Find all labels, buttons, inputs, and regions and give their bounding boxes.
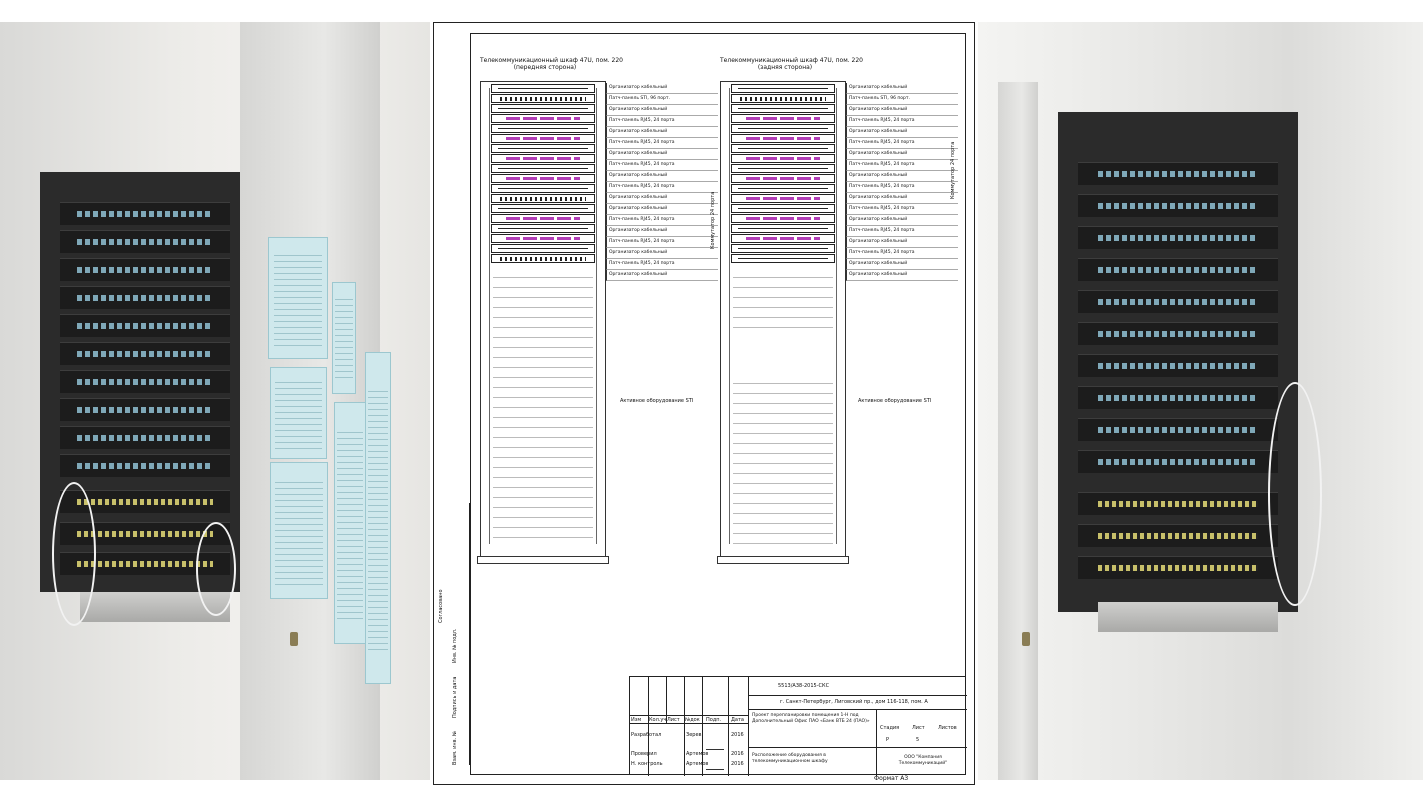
equipment-label: Организатор кабельный xyxy=(846,83,958,94)
equipment-label: Организатор кабельный xyxy=(606,204,718,215)
equipment-label: Патч-панель STI, 96 порт. xyxy=(606,94,718,105)
rack-equipment xyxy=(491,214,595,223)
rack-unit xyxy=(60,258,230,281)
equipment-label: Патч-панель RJ45, 24 порта xyxy=(846,182,958,193)
role-label: Разработал xyxy=(631,732,662,738)
equipment-label: Организатор кабельный xyxy=(606,127,718,138)
rack-unit xyxy=(60,202,230,225)
stage-header: Листов xyxy=(938,725,957,731)
sheet-format: Формат А3 xyxy=(874,775,909,782)
rack-equipment xyxy=(731,254,835,263)
stage-header: Стадия xyxy=(880,725,900,731)
col-header: №док xyxy=(685,717,700,723)
role-label: Н. контроль xyxy=(631,761,663,767)
equipment-label: Патч-панель RJ45, 24 порта xyxy=(606,237,718,248)
network-cable xyxy=(1268,382,1322,606)
title-block xyxy=(629,676,966,775)
rack-unit xyxy=(60,230,230,253)
role-name: Артемов xyxy=(686,761,709,767)
rack-title-right xyxy=(720,57,864,71)
network-cable xyxy=(196,522,236,616)
equipment-label: Организатор кабельный xyxy=(846,149,958,160)
signature xyxy=(706,739,724,750)
switch-unit xyxy=(1078,524,1278,547)
rack-equipment xyxy=(731,244,835,253)
rack-equipment xyxy=(491,244,595,253)
equipment-label: Организатор кабельный xyxy=(846,105,958,116)
rack-equipment xyxy=(731,84,835,93)
right-rack-photo xyxy=(978,22,1423,780)
strip-label: Взам. инв. № xyxy=(452,731,458,765)
wall-paper-sheet xyxy=(334,402,366,644)
wall-paper-sheet xyxy=(270,462,328,599)
rack-equipment xyxy=(491,154,595,163)
empty-rack-units xyxy=(493,268,593,544)
side-note-left: Коммутатор 24 порта xyxy=(710,191,716,249)
equipment-label: Патч-панель RJ45, 24 порта xyxy=(606,215,718,226)
rack-equipment xyxy=(731,184,835,193)
equipment-label: Патч-панель RJ45, 24 порта xyxy=(606,138,718,149)
equipment-label: Организатор кабельный xyxy=(846,127,958,138)
rack-equipment xyxy=(491,114,595,123)
rack-equipment xyxy=(491,254,595,263)
company-name: ООО "Компания Телекоммуникаций" xyxy=(898,755,948,766)
rack-unit xyxy=(60,426,230,449)
rack-left-labels xyxy=(606,83,718,281)
doc-code: 5513/А38-2015-СКС xyxy=(778,683,830,689)
equipment-label: Патч-панель RJ45, 24 порта xyxy=(606,259,718,270)
switch-unit xyxy=(1078,556,1278,579)
equipment-label: Патч-панель RJ45, 24 порта xyxy=(846,138,958,149)
cabinet-note-right: Активное оборудование STI xyxy=(858,398,932,404)
object-address: г. Санкт-Петербург, Лиговский пр., дом 116-118, пом. А xyxy=(780,699,928,705)
equipment-label: Патч-панель RJ45, 24 порта xyxy=(846,226,958,237)
stamp-line xyxy=(748,747,967,748)
equipment-label: Организатор кабельный xyxy=(846,270,958,281)
side-note-right: Коммутатор 24 порта xyxy=(950,141,956,199)
rack-equipment xyxy=(731,104,835,113)
rack-unit xyxy=(1078,322,1278,345)
rack-left xyxy=(480,81,606,559)
rack-unit xyxy=(1078,162,1278,185)
wall-paper-sheet xyxy=(270,367,327,459)
rack-unit xyxy=(60,314,230,337)
rack-equipment xyxy=(731,214,835,223)
drawing-left-strip xyxy=(434,503,470,765)
equipment-label: Организатор кабельный xyxy=(606,83,718,94)
rack-equipment xyxy=(731,224,835,233)
equipment-label: Организатор кабельный xyxy=(606,270,718,281)
role-date: 2016 xyxy=(731,732,744,738)
equipment-label: Патч-панель RJ45, 24 порта xyxy=(606,182,718,193)
rack-equipment xyxy=(491,84,595,93)
role-date: 2016 xyxy=(731,751,744,757)
rack-equipment xyxy=(491,194,595,203)
role-name: Зерев xyxy=(686,732,702,738)
rack-equipment xyxy=(731,94,835,103)
rack-unit xyxy=(1078,194,1278,217)
equipment-label: Организатор кабельный xyxy=(606,171,718,182)
rack-equipment xyxy=(491,164,595,173)
equipment-label: Патч-панель RJ45, 24 порта xyxy=(846,204,958,215)
stamp-line xyxy=(748,695,967,696)
wall-paper-sheet xyxy=(268,237,328,359)
equipment-label: Организатор кабельный xyxy=(606,248,718,259)
door-lock xyxy=(1022,632,1030,646)
stamp-line xyxy=(748,709,967,710)
wall-paper-sheet xyxy=(365,352,391,684)
rack-right xyxy=(720,81,846,559)
rack-unit xyxy=(1078,354,1278,377)
equipment-label: Организатор кабельный xyxy=(846,237,958,248)
equipment-label: Организатор кабельный xyxy=(846,193,958,204)
stage-value: 5 xyxy=(916,737,920,743)
strip-label: Согласовано xyxy=(438,589,444,623)
col-header: Изм xyxy=(631,717,642,723)
role-label: Проверил xyxy=(631,751,657,757)
equipment-label: Патч-панель RJ45, 24 порта xyxy=(606,160,718,171)
rack-equipment xyxy=(731,154,835,163)
rack-title-text: Телекоммуникационный шкаф 47U, пом. 220 xyxy=(720,57,864,64)
network-cable xyxy=(52,482,96,626)
rack-equipment xyxy=(491,174,595,183)
cabinet-note-left: Активное оборудование STI xyxy=(620,398,694,404)
col-header: Кол.уч xyxy=(649,717,667,723)
stamp-line xyxy=(684,677,685,776)
empty-rack-units xyxy=(733,268,833,328)
sheet-title: Расположение оборудования в телекоммуникационном шкафу xyxy=(752,753,828,764)
strip-label: Подпись и дата xyxy=(452,676,458,718)
rack-equipment xyxy=(491,104,595,113)
rack-unit xyxy=(1078,450,1278,473)
equipment-label: Патч-панель RJ45, 24 порта xyxy=(846,248,958,259)
rack-base xyxy=(717,556,849,564)
stamp-line xyxy=(748,677,749,776)
signature xyxy=(706,759,724,770)
rack-equipment xyxy=(491,124,595,133)
equipment-label: Организатор кабельный xyxy=(846,259,958,270)
col-header: Лист xyxy=(667,717,680,723)
rack-equipment xyxy=(491,94,595,103)
rack-unit xyxy=(1078,258,1278,281)
rack-layout-drawing xyxy=(433,22,975,785)
rack-equipment xyxy=(731,174,835,183)
equipment-label: Организатор кабельный xyxy=(846,171,958,182)
equipment-label: Организатор кабельный xyxy=(846,215,958,226)
role-date: 2016 xyxy=(731,761,744,767)
rack-unit xyxy=(1078,386,1278,409)
rack-unit xyxy=(60,454,230,477)
rack-title-left xyxy=(480,57,624,71)
col-header: Подп. xyxy=(706,717,722,723)
stamp-line xyxy=(876,709,877,776)
rack-unit xyxy=(60,342,230,365)
rack-base xyxy=(477,556,609,564)
door-lock xyxy=(290,632,298,646)
rack-equipment xyxy=(731,194,835,203)
rack-right-labels xyxy=(846,83,958,281)
rack-equipment xyxy=(731,134,835,143)
rack-unit xyxy=(60,398,230,421)
stamp-line xyxy=(728,677,729,776)
equipment-label: Организатор кабельный xyxy=(606,149,718,160)
rack-equipment xyxy=(491,184,595,193)
rack-unit xyxy=(60,286,230,309)
rack-equipment xyxy=(731,144,835,153)
equipment-label: Патч-панель STI, 96 порт. xyxy=(846,94,958,105)
left-rack-photo xyxy=(0,22,430,780)
rack-equipment xyxy=(491,134,595,143)
rack-equipment xyxy=(731,124,835,133)
rack-unit xyxy=(1078,418,1278,441)
equipment-label: Организатор кабельный xyxy=(606,105,718,116)
empty-rack-units xyxy=(733,374,833,544)
rack-equipment xyxy=(491,224,595,233)
project-name: Проект перепланировки помещения 1-Н под Дополнительный Офис ПАО «Банк ВТБ 24 (ПАО)» xyxy=(752,713,870,724)
equipment-label: Организатор кабельный xyxy=(606,193,718,204)
rack-equipment xyxy=(731,234,835,243)
rack-equipment xyxy=(731,114,835,123)
cabinet-door xyxy=(998,82,1038,780)
stage-value: Р xyxy=(886,737,890,743)
rack-unit xyxy=(1078,226,1278,249)
rack-subtitle-text: (передняя сторона) xyxy=(513,64,577,71)
rack-equipment xyxy=(491,204,595,213)
rack-equipment xyxy=(731,164,835,173)
rack-equipment xyxy=(491,234,595,243)
rack-unit xyxy=(60,370,230,393)
rack-unit xyxy=(1078,290,1278,313)
equipment-label: Патч-панель RJ45, 24 порта xyxy=(846,116,958,127)
equipment-label: Организатор кабельный xyxy=(606,226,718,237)
col-header: Дата xyxy=(731,717,744,723)
strip-label: Инв. № подл. xyxy=(452,628,458,663)
stage-header: Лист xyxy=(912,725,925,731)
wall-paper-sheet xyxy=(332,282,356,394)
role-name: Артемов xyxy=(686,751,709,757)
rack-equipment xyxy=(491,144,595,153)
rack-subtitle-text: (задняя сторона) xyxy=(757,64,813,71)
equipment-label: Патч-панель RJ45, 24 порта xyxy=(846,160,958,171)
switch-unit xyxy=(1078,492,1278,515)
rack-shelf xyxy=(1098,602,1278,632)
equipment-label: Патч-панель RJ45, 24 порта xyxy=(606,116,718,127)
rack-equipment xyxy=(731,204,835,213)
rack-title-text: Телекоммуникационный шкаф 47U, пом. 220 xyxy=(480,57,624,64)
